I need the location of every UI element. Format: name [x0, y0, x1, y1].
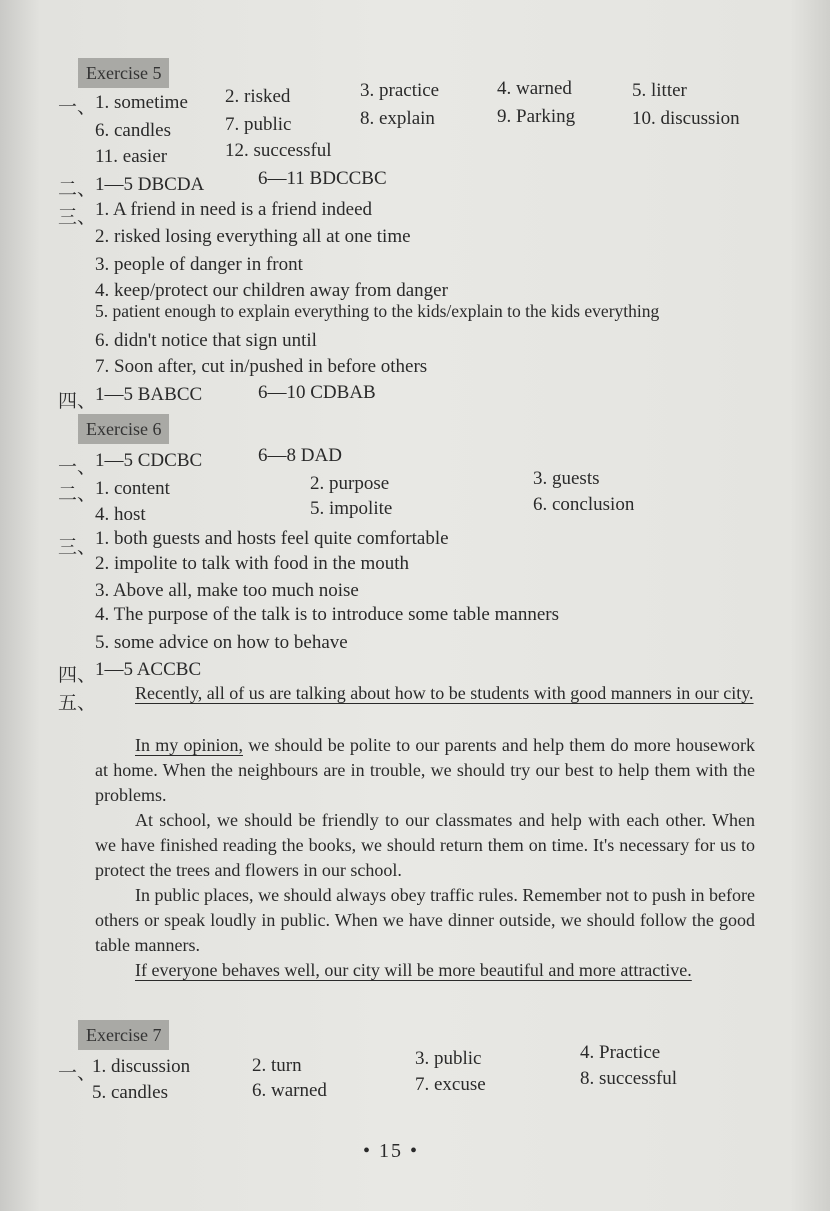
- answer-item: 1. content: [95, 478, 170, 499]
- answer-item: 5. impolite: [310, 498, 393, 519]
- answer-range: 1—5 CDCBC: [95, 450, 203, 471]
- answer-range: 6—8 DAD: [258, 445, 342, 466]
- answer-item: 2. purpose: [310, 473, 390, 494]
- answer-sentence: 1. A friend in need is a friend indeed: [95, 199, 373, 220]
- answer-range: 6—10 CDBAB: [258, 382, 376, 403]
- exercise-6-header: Exercise 6: [78, 414, 169, 444]
- answer-sentence: 5. patient enough to explain everything to the kids/explain to the kids everything: [95, 301, 660, 321]
- answer-sentence: 4. keep/protect our children away from danger: [95, 280, 448, 301]
- answer-item: 8. successful: [580, 1068, 678, 1089]
- essay-underlined: Recently, all of us are talking about how to be students with good manners in our city.: [135, 683, 754, 703]
- answer-range: 1—5 ACCBC: [95, 659, 202, 680]
- essay-paragraph: At school, we should be friendly to our classmates and help with each other. When we have finished reading the books, we should return them on time. It's necessary for us to protect the trees and flowers in our school.: [95, 810, 755, 880]
- ex6-sec2-mark: 二、: [58, 484, 97, 505]
- answer-item: 9. Parking: [497, 106, 576, 127]
- ex6-sec1-mark: 一、: [58, 457, 97, 478]
- answer-item: 3. practice: [360, 80, 440, 101]
- answer-range: 6—11 BDCCBC: [258, 168, 387, 189]
- answer-sentence: 2. impolite to talk with food in the mouth: [95, 553, 410, 574]
- answer-item: 12. successful: [225, 140, 332, 161]
- ex5-sec1-mark: 一、: [58, 97, 97, 118]
- answer-item: 6. warned: [252, 1080, 327, 1101]
- page-number: • 15 •: [363, 1140, 420, 1162]
- answer-sentence: 3. Above all, make too much noise: [95, 580, 359, 601]
- answer-item: 2. risked: [225, 86, 291, 107]
- ex5-sec3-mark: 三、: [58, 207, 97, 228]
- answer-item: 2. turn: [252, 1055, 302, 1076]
- answer-item: 4. Practice: [580, 1042, 661, 1063]
- answer-item: 5. candles: [92, 1082, 168, 1103]
- answer-range: 1—5 BABCC: [95, 384, 203, 405]
- answer-sentence: 3. people of danger in front: [95, 254, 303, 275]
- answer-item: 6. conclusion: [533, 494, 635, 515]
- answer-sentence: 6. didn't notice that sign until: [95, 330, 317, 351]
- answer-item: 1. discussion: [92, 1056, 191, 1077]
- ex7-sec1-mark: 一、: [58, 1063, 97, 1084]
- essay-paragraph: [95, 733, 755, 808]
- answer-item: 4. warned: [497, 78, 572, 99]
- answer-range: 1—5 DBCDA: [95, 174, 205, 195]
- essay-paragraph: [95, 681, 755, 706]
- answer-item: 3. guests: [533, 468, 600, 489]
- ex6-sec3-mark: 三、: [58, 537, 97, 558]
- ex6-sec4-mark: 四、: [58, 665, 97, 686]
- answer-sentence: 4. The purpose of the talk is to introduce some table manners: [95, 604, 559, 625]
- essay-underlined: In my opinion,: [135, 735, 243, 755]
- essay-paragraph: [95, 958, 755, 983]
- ex5-sec2-mark: 二、: [58, 179, 97, 200]
- ex6-sec5-mark: 五、: [58, 693, 97, 714]
- answer-item: 11. easier: [95, 146, 168, 167]
- exercise-7-header: Exercise 7: [78, 1020, 169, 1050]
- answer-item: 8. explain: [360, 108, 435, 129]
- ex5-sec4-mark: 四、: [58, 391, 97, 412]
- answer-sentence: 7. Soon after, cut in/pushed in before others: [95, 356, 428, 377]
- answer-item: 5. litter: [632, 80, 687, 101]
- answer-sentence: 1. both guests and hosts feel quite comfortable: [95, 528, 449, 549]
- answer-item: 1. sometime: [95, 92, 188, 113]
- essay-text: we should be polite to our parents and help them do more housework at home. When the neighbours are in trouble, we should try our best to help them with the problems.: [95, 735, 755, 805]
- answer-item: 10. discussion: [632, 108, 740, 129]
- answer-item: 3. public: [415, 1048, 482, 1069]
- answer-item: 7. excuse: [415, 1074, 486, 1095]
- answer-item: 7. public: [225, 114, 292, 135]
- essay-paragraph: In public places, we should always obey traffic rules. Remember not to push in before others or speak loudly in public. When we have dinner outside, we should follow the good table manners.: [95, 885, 755, 955]
- exercise-5-header: Exercise 5: [78, 58, 169, 88]
- answer-sentence: 5. some advice on how to behave: [95, 632, 348, 653]
- answer-item: 6. candles: [95, 120, 171, 141]
- essay-underlined: If everyone behaves well, our city will be more beautiful and more attractive.: [135, 960, 692, 980]
- answer-item: 4. host: [95, 504, 146, 525]
- answer-sentence: 2. risked losing everything all at one time: [95, 226, 411, 247]
